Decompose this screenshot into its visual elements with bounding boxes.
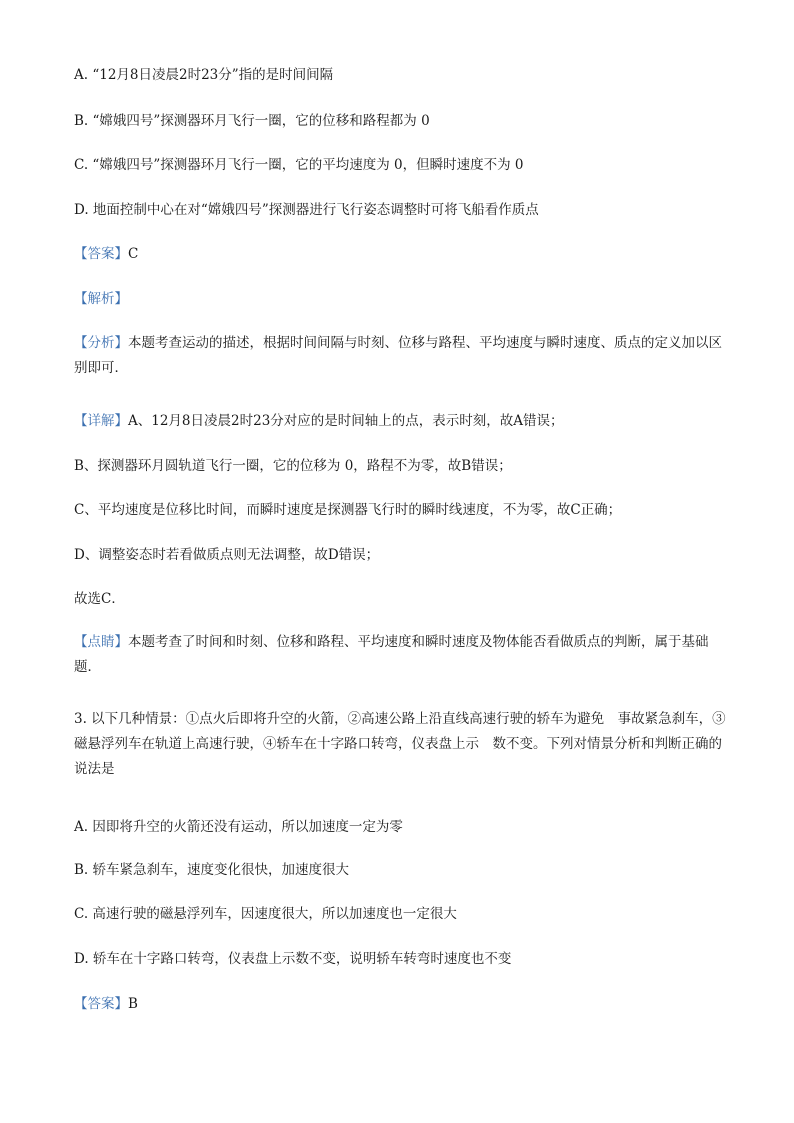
q2-option-c: C. “嫦娥四号”探测器环月飞行一圈，它的平均速度为 0，但瞬时速度不为 0 [74, 157, 524, 173]
q2-fenxi [74, 331, 734, 381]
analysis-label: 【解析】 [74, 291, 128, 307]
q2-analysis-heading [74, 290, 734, 308]
q2-option-d: D. 地面控制中心在对“嫦娥四号”探测器进行飞行姿态调整时可将飞船看作质点 [74, 202, 539, 218]
q2-xiangjie-d: D、调整姿态时若看做质点则无法调整，故D错误； [74, 547, 380, 563]
q2-xiangjie-a [74, 412, 734, 430]
dianjing-text: 本题考查了时间和时刻、位移和路程、平均速度和瞬时速度及物体能否看做质点的判断，属于基础题． [74, 634, 709, 675]
answer-label: 【答案】 [74, 996, 128, 1012]
q3-stem: 3. 以下几种情景：①点火后即将升空的火箭，②高速公路上沿直线高速行驶的轿车为避免 事故紧急刹车，③磁悬浮列车在轨道上高速行驶，④轿车在十字路口转弯，仪表盘上示 数不变。下列对情景分析和判断正确的说法是 [74, 711, 726, 777]
answer-value: C [128, 246, 139, 262]
q2-conclusion: 故选C． [74, 591, 125, 607]
answer-label: 【答案】 [74, 246, 128, 262]
answer-value: B [128, 996, 138, 1012]
q2-answer [74, 245, 734, 263]
q3-option-a: A. 因即将升空的火箭还没有运动，所以加速度一定为零 [74, 819, 403, 835]
q3-option-c: C. 高速行驶的磁悬浮列车，因速度很大，所以加速度也一定很大 [74, 906, 457, 922]
q2-dianjing [74, 630, 734, 680]
q2-option-b: B. “嫦娥四号”探测器环月飞行一圈，它的位移和路程都为 0 [74, 113, 430, 129]
fenxi-label: 【分析】 [74, 335, 128, 351]
dianjing-label: 【点睛】 [74, 634, 128, 650]
q3-option-d: D. 轿车在十字路口转弯，仪表盘上示数不变，说明轿车转弯时速度也不变 [74, 951, 512, 967]
q2-option-a: A. “12月8日凌晨2时23分”指的是时间间隔 [74, 67, 334, 83]
q3-option-b: B. 轿车紧急刹车，速度变化很快，加速度很大 [74, 862, 350, 878]
q2-xiangjie-b: B、探测器环月圆轨道飞行一圈，它的位移为 0，路程不为零，故B错误； [74, 458, 512, 474]
xiangjie-label: 【详解】 [74, 413, 128, 429]
q3-answer [74, 995, 734, 1013]
xiangjie-a-text: A、12月8日凌晨2时23分对应的是时间轴上的点，表示时刻，故A错误； [128, 413, 564, 429]
fenxi-text: 本题考查运动的描述，根据时间间隔与时刻、位移与路程、平均速度与瞬时速度、质点的定义加以区别即可． [74, 335, 722, 376]
q2-xiangjie-c: C、平均速度是位移比时间，而瞬时速度是探测器飞行时的瞬时线速度，不为零，故C正确； [74, 502, 622, 518]
